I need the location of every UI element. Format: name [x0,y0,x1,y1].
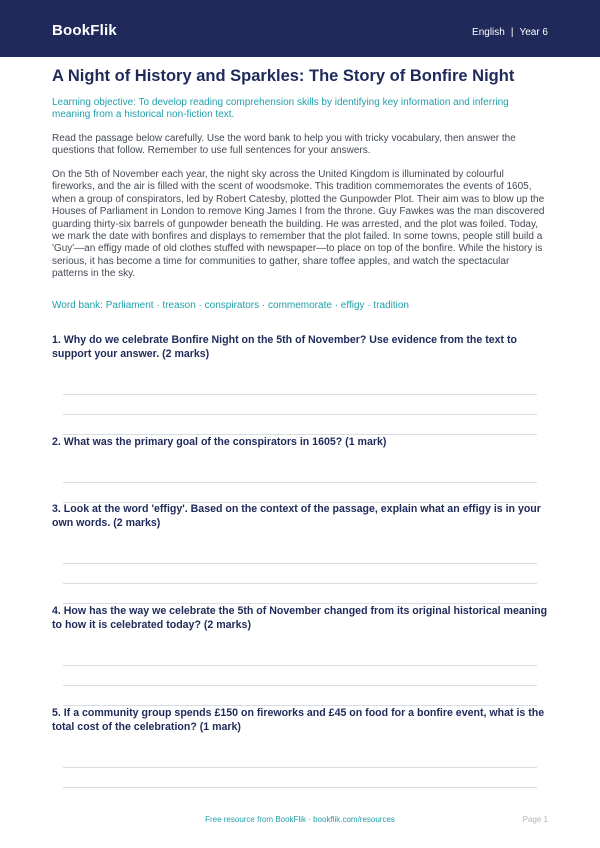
page-footer: Free resource from BookFlik · bookflik.com/resources [205,815,395,824]
subject-year-meta [472,27,548,38]
answer-line[interactable] [63,414,537,415]
instructions-text: Read the passage below carefully. Use the word bank to help you with tricky vocabulary, then answer the questions that follow. Remember to use full sentences for your answers. [52,133,516,157]
reading-passage: On the 5th of November each year, the night sky across the United Kingdom is illuminated by colourful fireworks, and the air is filled with the scent of woodsmoke. This tradition commemorates the events of 1605, when a group of conspirators, led by Robert Catesby, plotted the Gunpowder Plot. Their aim was to blow up the Houses of Parliament in London to remove King James I from the throne. Guy Fawkes was the man discovered guarding thirty-six barrels of gunpowder beneath the building. He was arrested, and the plot was foiled. Today, we mark the date with bonfires and displays to remember that the plot failed. In some towns, people still build a 'Guy'—an effigy made of old clothes stuffed with newspaper—to place on top of the bonfire. While the history is serious, it has become a time for communities to gather, share toffee apples, and watch the spectacular patterns in the sky. [52,169,545,280]
word-bank: Word bank: Parliament · treason · conspirators · commemorate · effigy · tradition [52,300,409,311]
answer-line[interactable] [63,482,537,483]
answer-line[interactable] [63,563,537,564]
subject-label: English [472,27,505,38]
question-1: 1. Why do we celebrate Bonfire Night on the 5th of November? Use evidence from the text to support your answer. (2 marks) [52,334,518,360]
answer-line[interactable] [63,787,537,788]
learning-objective: Learning objective: To develop reading comprehension skills by identifying key information and inferring meaning from a historical non-fiction text. [52,97,509,121]
answer-line[interactable] [63,583,537,584]
worksheet-title: A Night of History and Sparkles: The Story of Bonfire Night [52,67,515,85]
page-header [0,0,600,57]
meta-separator: | [510,27,514,38]
brand-logo: BookFlik [52,22,117,39]
question-3: 3. Look at the word 'effigy'. Based on the context of the passage, explain what an effigy is in your own words. (2 marks) [52,503,541,529]
page-number: Page 1 [522,815,548,824]
answer-line[interactable] [63,685,537,686]
answer-line[interactable] [63,767,537,768]
answer-line[interactable] [63,665,537,666]
year-label: Year 6 [519,27,548,38]
answer-line[interactable] [63,394,537,395]
question-2: 2. What was the primary goal of the conspirators in 1605? (1 mark) [52,436,387,448]
question-5: 5. If a community group spends £150 on fireworks and £45 on food for a bonfire event, what is the total cost of the celebration? (1 mark) [52,707,545,733]
question-4: 4. How has the way we celebrate the 5th of November changed from its original historical meaning to how it is celebrated today? (2 marks) [52,605,548,631]
